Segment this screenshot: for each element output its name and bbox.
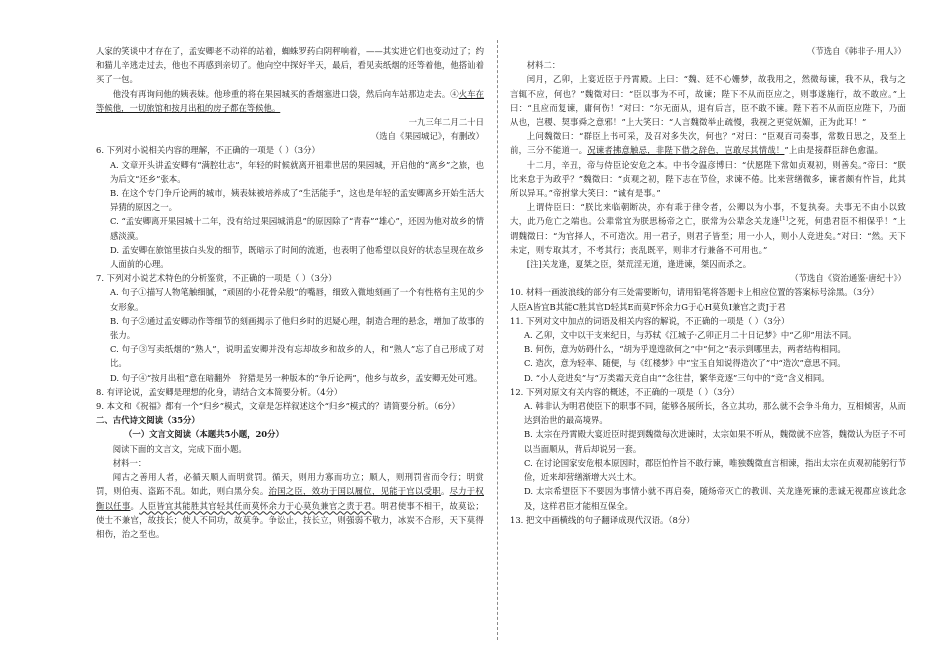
material-1-text-f: 。明君使事不相干，故莫讼；使士不兼官，故技长；使人不同功，故莫争。争讼止，技长立，则强弱不敬力，冰炭不合形，天下莫得相伤，治之至也。 <box>96 500 484 539</box>
right-column <box>510 44 906 527</box>
material-1-text-c: 。 <box>440 486 450 497</box>
material-2-text-4a: 上谓侍臣曰：“朕比来临朝断决，亦有乖于律令者，公卿以为小事，不复执奏。夫事无不由小以致大，此乃危亡之端也。公辈常宜为朕思杨帝之亡，朕常为公辈念关龙逢 <box>510 202 906 227</box>
question-11-option-d: D. “小人竞进矣”与“万类霜天竞自由”“念往昔，繁华竞逐”三句中的“竞”含义相同。 <box>524 372 830 383</box>
material-1-label: 材料一： <box>112 457 147 468</box>
question-11-option-c: C. 造次，意为轻率、随便，与《红楼梦》中“宝玉自知说得造次了”中“造次”意思不同。 <box>524 358 846 369</box>
question-7-option-c: C. 句子③写卖纸烟的“熟人”，说明孟安卿并没有忘却故乡和故乡的人，和“熟人”忘了自己形成了对比。 <box>110 344 484 369</box>
question-7-option-b: B. 句子②通过孟安卿动作等细节的刻画揭示了他归乡时的迟疑心理，制造合理的悬念，增加了故事的张力。 <box>110 315 484 341</box>
column-divider <box>497 40 498 640</box>
material-2-paragraph-2 <box>510 129 906 157</box>
section-heading: 二、古代诗文阅读（35分） <box>96 415 200 426</box>
passage-end-paragraph-2 <box>96 87 484 115</box>
material-1-text-a: 闻古之善用人者，必循天顺人而明赏罚。循天，则用力寡而功立；顺人，则刑罚省而令行；明赏罚，则伯夷、盗跖不乱。如此，则白黑分矣。 <box>96 472 484 497</box>
material-2-underline: 况谏者拂意触忌，非陛下借之辞色，岂敢尽其情哉！ <box>587 145 785 156</box>
material-1-underline-1: 治国之臣，效功于国以履位，见能于官以受职 <box>268 486 441 497</box>
question-7-option-a: A. 句子①描写人物笔触细腻，“顽固的小花骨朵般”的嘴唇，细致入微地刻画了一个有性格有主见的少女形象。 <box>110 287 484 312</box>
material-2-paragraph-1: 闰月，乙卯，上宴近臣于丹霄殿。上曰：“魏、廷不心姗梦，故我用之，然微每谏，我不从，我与之言辄不应，何也？”魏徵对曰：“臣以事为不可，故谏；陛下不从而臣应之，则事遂施行，故不敢应。”上曰：“且应而复谏，庸何伤！”对曰：“尔无面从，退有后言，臣不敢不谏。陛下若不从而臣应陛下，乃面从也，岂稷、契事舜之意邪！”上大笑曰：“人言魏徵举止疏慢，我视之更觉妩媚，正为此耳！” <box>510 74 906 128</box>
question-10: 10. 材料一画波浪线的部分有三处需要断句，请用铅笔将答题卡上相应位置的答案标号涂黑。（3分） <box>510 287 879 298</box>
instruction: 阅读下面的文言文，完成下面小题。 <box>112 443 247 454</box>
question-6-option-a: A. 文章开头讲孟安卿有“满腔壮志”，年轻的时候就离开祖辈世居的果园城，开启他的“离乡”之旅，也为后文“还乡”张本。 <box>110 159 484 184</box>
material-2-label: 材料二： <box>526 60 561 71</box>
question-12-option-a: A. 韩非认为明君使臣下的职事不同，能够各展所长，各立其功，那么就不会争斗角力，互相倾害，从而达到治世的最高境界。 <box>524 401 906 426</box>
material-2-source: （节选自《资治通鉴·唐纪十》） <box>790 273 906 284</box>
material-1-source: （节选自《韩非子·用人》） <box>807 46 906 56</box>
material-2-paragraph-4 <box>510 200 906 257</box>
left-column <box>96 44 484 541</box>
subsection-heading: （一）文言文阅读（本题共5小题，20分） <box>124 429 284 440</box>
material-2-paragraph-3: 十二月，辛丑，帝与侍臣论安危之本。中书令温彦博曰：“伏愿陛下常如贞观初，则善矣。”帝曰：“朕比来怠于为政乎？”魏徵曰：“贞观之初，陛下志在节俭，求谏不倦。比来营缮微多，谏者颇有忤旨，此其所以异耳。”帝拊掌大笑曰：“诚有是事。” <box>510 159 906 199</box>
material-2-text-end: ”上由是接群臣辞色愈温。 <box>784 145 884 156</box>
question-12: 12. 下列对原文有关内容的概述，不正确的一项是（ ）（3分） <box>510 386 740 397</box>
question-6-option-b: B. 在这个专门争斤论两的城市，姨表妹被培养成了“生活能手”，这也是年轻的孟安卿离乡开始生活大异猜的原因之一。 <box>110 188 484 213</box>
question-10-sentence: 人臣A皆宜B其能C胜其官D轻其E而莫F怀余力G于心H莫负I兼官之责J于君 <box>510 301 786 312</box>
question-6-option-d: D. 孟安卿在旅馆里拔白头发的细节，既暗示了时间的流逝，也表明了他希望以良好的状态呈现在故乡人面前的心理。 <box>110 244 484 270</box>
question-11-option-a: A. 乙卯，文中以干支来纪日，与苏轼《江城子·乙卯正月二十日记梦》中“乙卯”用法不同。 <box>524 330 857 341</box>
question-7: 7. 下列对小说艺术特色的分析鉴赏，不正确的一项是（ ）（3分） <box>96 273 337 284</box>
material-2-text-4b: 之死，何患君臣不相保乎！”上谓魏徵曰：“为官择人，不可造次。用一君子，则君子皆至；用一小人，则小人竞进矣。”对曰：“然。天下未定，则专取其才，不考其行；丧乱既平，则非才行兼备不可用也。” <box>510 216 906 255</box>
sentence-4-underlined: 火车在等候他，一切旅馆和按月出租的房子都在等候他。 <box>96 88 485 113</box>
footnote-marker: [1] <box>779 216 789 223</box>
question-13: 13. 把文中画横线的句子翻译成现代汉语。（8分） <box>510 514 695 525</box>
material-1-underline-2: 尽力于权衡以任事 <box>96 486 485 511</box>
footnote: [注]关龙逢，夏桀之臣，桀荒淫无道，逢进谏，桀囚而杀之。 <box>526 259 752 270</box>
question-6-option-c: C. “孟安卿离开果园城十二年，没有给过果园城消息”的原因除了“青春”“雄心”，还因为他对故乡的情感淡漠。 <box>110 216 484 241</box>
material-1-wavy-line: 人臣皆宜其能胜其官轻其任而莫怀余力于心莫负兼官之责于君 <box>139 500 372 511</box>
question-8: 8. 有评论说，孟安卿是理想的化身，请结合文本简要分析。（4分） <box>96 386 343 397</box>
question-12-option-c: C. 在讨论国家安危根本原因时，郡臣怕忤旨不敢行谏，唯独魏徵直言相谏，指出太宗在贞观初能躬行节俭，近来却营缮渐增大兴土木。 <box>524 457 906 483</box>
passage-source: （选自《果园城记》，有删改） <box>370 131 484 142</box>
passage-end-paragraph: 人家的笑谈中才存在了，孟安卿老不动祥的站着，蜘蛛罗药白阴秤响着，——其实进它们也变动过了；约和猫儿辛逃走过去，他也不再感到亲切了。他向空中探好半天，最后，看见卖纸烟的还等着他，他搭讪着买了一包。 <box>96 46 484 85</box>
question-12-option-b: B. 太宗在丹霄殿大宴近臣时提到魏徵每次进谏时，太宗如果不听从，魏徵就不应答，魏徵认为臣子不可以当面顺从，背后却说另一套。 <box>524 429 906 454</box>
question-9: 9. 本文和《祝福》都有一个“归乡”模式，文章是怎样叙述这个“归乡”模式的？请简要分析。（6分） <box>96 401 460 412</box>
material-1-text-c2: 。 <box>130 500 140 511</box>
question-7-option-d: D. 句子④“按月出租”意在暗翻外 狩猎是另一种版本的“争斤论两”，他乡与故乡，孟安卿无处可逃。 <box>110 372 483 383</box>
passage-date: 一九三年二月二十日 <box>408 117 484 128</box>
question-12-option-d: D. 太宗希望臣下不要因为事情小就不再启奏，随炀帝灭亡的教训、关龙逢死谏的悲诚无视郡应该此念及，这样君臣才能相互保全。 <box>524 486 906 511</box>
question-6: 6. 下列对小说相关内容的理解，不正确的一项是（ ）（3分） <box>96 145 320 156</box>
material-2-text: 上问魏徵曰：“群臣上书可采，及召对多失次，何也？”对曰：“臣观百司奏事，常数日思之，及至上前，三分不能道一。 <box>510 131 906 156</box>
question-11: 11. 下列对文中加点的词语及相关内容的解说，不正确的一项是（ ）（3分） <box>510 315 790 326</box>
material-1-text <box>96 470 484 541</box>
question-11-option-b: B. 何伤，意为妨碍什么，“胡为乎遑遑欲何之”中“何之”表示到哪里去，两者结构相同。 <box>524 344 846 355</box>
passage-text: 他没有再询问他的姨表妹。他珍重的将在果园城买的香烟塞进口袋，然后向车站那边走去。④ <box>112 88 459 99</box>
